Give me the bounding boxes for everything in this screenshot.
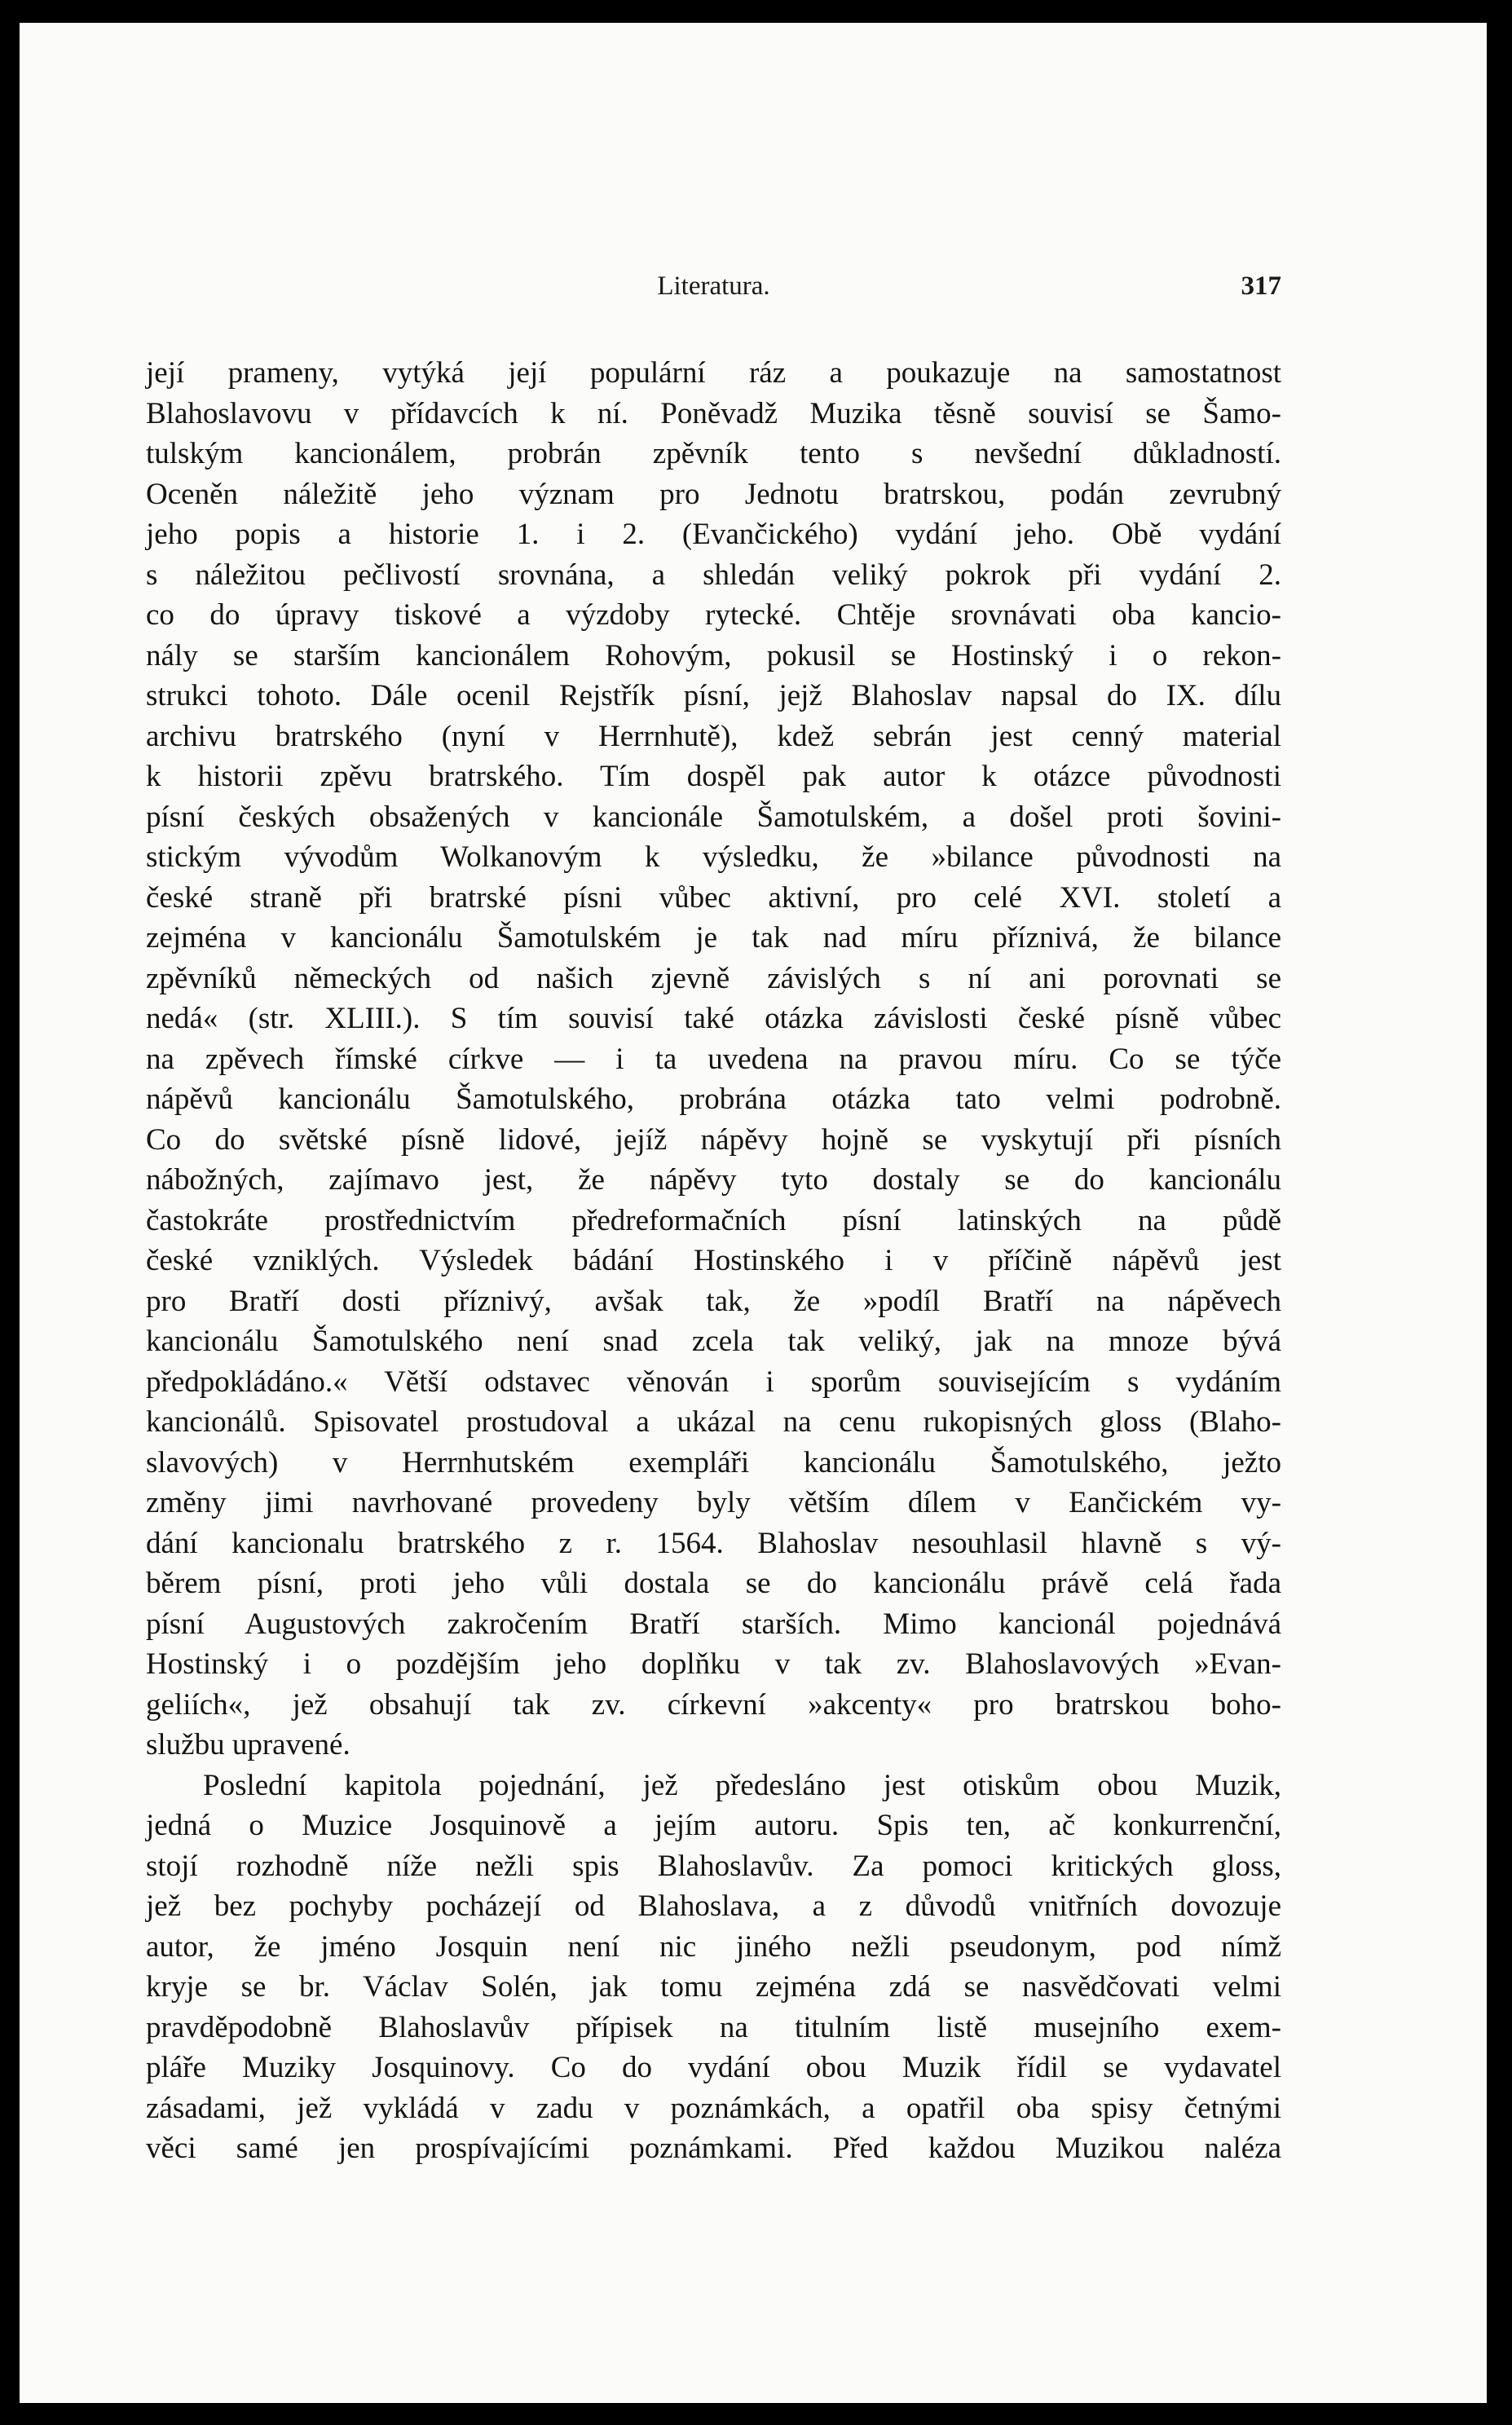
running-header — [146, 271, 1281, 307]
text-line: zejména v kancionálu Šamotulském je tak nad míru příznivá, že bilance — [146, 921, 1281, 955]
text-line: její prameny, vytýká její populární ráz a poukazuje na samostatnost — [146, 356, 1281, 390]
text-line: zpěvníků německých od našich zjevně závislých s ní ani porovnati se — [146, 961, 1281, 995]
text-line: tulským kancionálem, probrán zpěvník tento s nevšední důkladností. — [146, 437, 1281, 470]
text-line: nábožných, zajímavo jest, že nápěvy tyto dostaly se do kancionálu — [146, 1163, 1281, 1197]
text-line: Poslední kapitola pojednání, jež předesláno jest otiskům obou Muzik, — [203, 1768, 1281, 1802]
page-number: 317 — [1241, 271, 1281, 301]
text-line: jedná o Muzice Josquinově a jejím autoru. Spis ten, ač konkurrenční, — [146, 1809, 1281, 1842]
text-line: slavových) v Herrnhutském exempláři kancionálu Šamotulského, ježto — [146, 1445, 1281, 1479]
text-line: stickým vývodům Wolkanovým k výsledku, že »bilance původnosti na — [146, 840, 1281, 874]
text-line: zásadami, jež vykládá v zadu v poznámkách, a opatřil oba spisy četnými — [146, 2091, 1281, 2125]
text-line: Blahoslavovu v přídavcích k ní. Poněvadž Muzika těsně souvisí se Šamo- — [146, 396, 1281, 430]
body-text — [146, 353, 1281, 2169]
text-line: strukci tohoto. Dále ocenil Rejstřík písní, jejž Blahoslav napsal do IX. dílu — [146, 679, 1281, 712]
text-line: archivu bratrského (nyní v Herrnhutě), kdež sebrán jest cenný material — [146, 719, 1281, 753]
text-line: jeho popis a historie 1. i 2. (Evančického) vydání jeho. Obě vydání — [146, 518, 1281, 551]
book-page — [20, 23, 1487, 2403]
text-line: kryje se br. Václav Solén, jak tomu zejména zdá se nasvědčovati velmi — [146, 1970, 1281, 2004]
text-line: pro Bratří dosti příznivý, avšak tak, že »podíl Bratří na nápěvech — [146, 1284, 1281, 1318]
text-line: věci samé jen prospívajícími poznámkami. Před každou Muzikou naléza — [146, 2132, 1281, 2165]
text-line: geliích«, jež obsahují tak zv. církevní »akcenty« pro bratrskou boho- — [146, 1687, 1281, 1722]
text-line: písní českých obsažených v kancionále Šamotulském, a došel proti šovini- — [146, 800, 1281, 834]
text-line: stojí rozhodně níže nežli spis Blahoslavův. Za pomoci kritických gloss, — [146, 1849, 1281, 1883]
text-line: s náležitou pečlivostí srovnána, a shledán veliký pokrok při vydání 2. — [146, 558, 1281, 592]
text-line: nápěvů kancionálu Šamotulského, probrána otázka tato velmi podrobně. — [146, 1082, 1281, 1116]
text-line: české straně při bratrské písni vůbec aktivní, pro celé XVI. století a — [146, 880, 1281, 915]
text-line: kancionálu Šamotulského není snad zcela tak veliký, jak na mnoze bývá — [146, 1325, 1281, 1358]
text-line: častokráte prostřednictvím předreformačních písní latinských na půdě — [146, 1203, 1281, 1237]
text-line: kancionálů. Spisovatel prostudoval a ukázal na cenu rukopisných gloss (Blaho- — [146, 1405, 1281, 1439]
text-line: Oceněn náležitě jeho význam pro Jednotu bratrskou, podán zevrubný — [146, 477, 1281, 511]
text-line: nály se starším kancionálem Rohovým, pokusil se Hostinský i o rekon- — [146, 638, 1281, 672]
text-line: Hostinský i o pozdějším jeho doplňku v tak zv. Blahoslavových »Evan- — [146, 1647, 1281, 1681]
text-line: k historii zpěvu bratrského. Tím dospěl pak autor k otázce původnosti — [146, 760, 1281, 793]
text-line: české vzniklých. Výsledek bádání Hostinského i v příčině nápěvů jest — [146, 1244, 1281, 1277]
text-line: nedá« (str. XLIII.). S tím souvisí také otázka závislosti české písně vůbec — [146, 1002, 1281, 1035]
text-line: jež bez pochyby pocházejí od Blahoslava, a z důvodů vnitřních dovozuje — [146, 1889, 1281, 1923]
text-line: písní Augustových zakročením Bratří starších. Mimo kancionál pojednává — [146, 1607, 1281, 1641]
text-line: Co do světské písně lidové, jejíž nápěvy hojně se vyskytují při písních — [146, 1122, 1281, 1157]
text-line: předpokládáno.« Větší odstavec věnován i sporům souvisejícím s vydáním — [146, 1365, 1281, 1399]
running-title: Literatura. — [657, 271, 770, 301]
text-line: službu upravené. — [146, 1728, 350, 1761]
text-line: pláře Muziky Josquinovy. Co do vydání obou Muzik řídil se vydavatel — [146, 2051, 1281, 2084]
text-line: co do úpravy tiskové a výzdoby rytecké. Chtěje srovnávati oba kancio- — [146, 598, 1281, 632]
text-line: změny jimi navrhované provedeny byly větším dílem v Eančickém vy- — [146, 1486, 1281, 1519]
text-line: autor, že jméno Josquin není nic jiného nežli pseudonym, pod nímž — [146, 1929, 1281, 1964]
text-line: běrem písní, proti jeho vůli dostala se do kancionálu právě celá řada — [146, 1567, 1281, 1600]
text-line: na zpěvech římské církve — i ta uvedena na pravou míru. Co se týče — [146, 1042, 1281, 1076]
text-line: dání kancionalu bratrského z r. 1564. Blahoslav nesouhlasil hlavně s vý- — [146, 1526, 1281, 1560]
text-line: pravděpodobně Blahoslavův přípisek na titulním listě musejního exem- — [146, 2010, 1281, 2044]
